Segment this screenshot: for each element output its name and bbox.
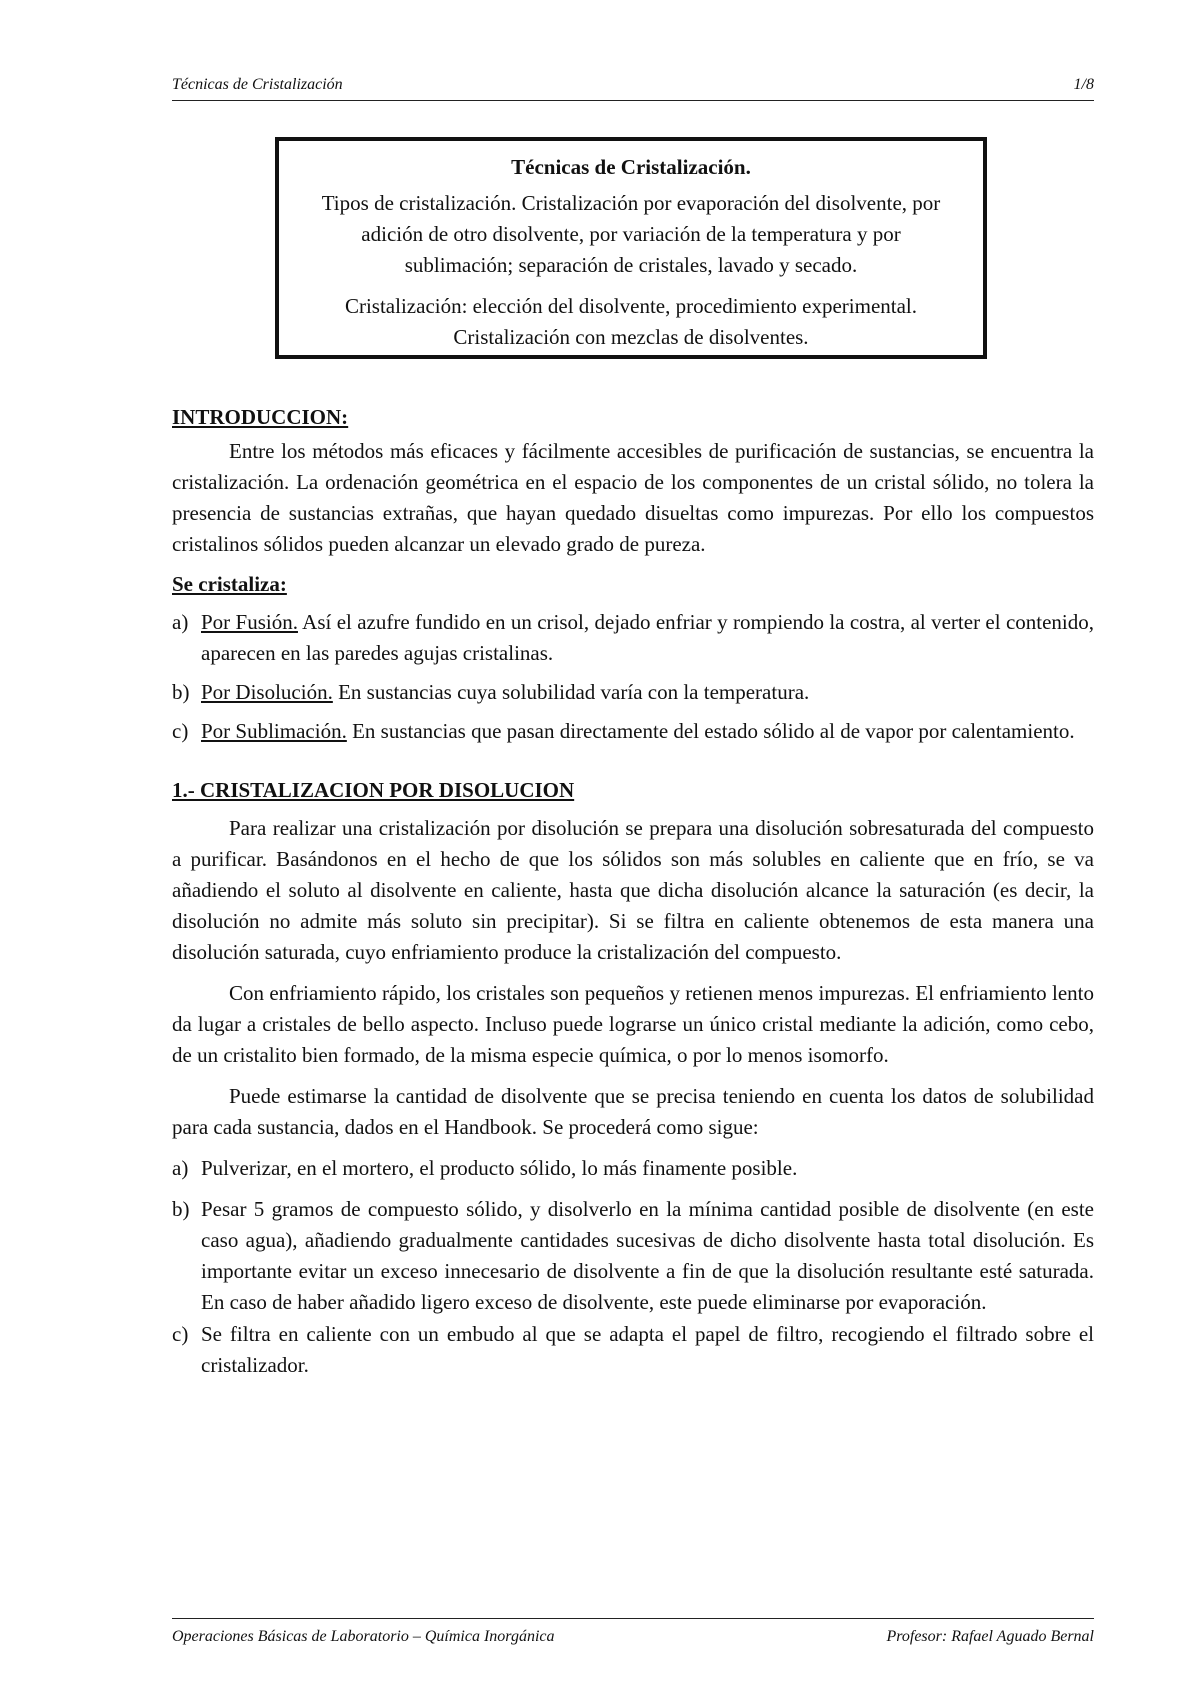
- list-item-text: En sustancias que pasan directamente del estado sólido al de vapor por calentamiento.: [352, 719, 1075, 743]
- list-marker: c): [172, 719, 189, 743]
- list-item-term: Por Disolución.: [201, 680, 333, 704]
- step-item: [172, 1153, 1094, 1184]
- list-item-text: Así el azufre fundido en un crisol, dejado enfriar y rompiendo la costra, al verter el contenido, aparecen en las paredes agujas cristalinas.: [201, 610, 1095, 665]
- step-marker: a): [172, 1156, 189, 1180]
- document-body: [172, 402, 1094, 1381]
- list-item-text: En sustancias cuya solubilidad varía con la temperatura.: [338, 680, 810, 704]
- list-item: [172, 677, 1094, 708]
- list-marker: b): [172, 680, 190, 704]
- step-item: [172, 1194, 1094, 1318]
- step-marker: c): [172, 1322, 189, 1346]
- step-marker: b): [172, 1197, 190, 1221]
- section-1-heading: 1.- CRISTALIZACION POR DISOLUCION: [172, 778, 575, 802]
- list-item: [172, 607, 1094, 669]
- list-item-term: Por Sublimación.: [201, 719, 347, 743]
- summary-box: [275, 137, 987, 359]
- intro-heading: INTRODUCCION:: [172, 405, 349, 429]
- running-header: [172, 74, 1094, 101]
- footer-course: Operaciones Básicas de Laboratorio – Química Inorgánica: [172, 1628, 555, 1645]
- header-title: Técnicas de Cristalización: [172, 76, 343, 93]
- step-text: Se filtra en caliente con un embudo al que se adapta el papel de filtro, recogiendo el filtrado sobre el cristalizador.: [201, 1322, 1094, 1377]
- running-footer: [172, 1618, 1094, 1649]
- list-marker: a): [172, 610, 189, 634]
- section-1-paragraph-2: Con enfriamiento rápido, los cristales son pequeños y retienen menos impurezas. El enfriamiento lento da lugar a cristales de bello aspecto. Incluso puede lograrse un único cristal mediante la adición, como cebo, de un cristalito bien formado, de la misma especie química, o por lo menos isomorfo.: [172, 981, 1094, 1067]
- step-text: Pesar 5 gramos de compuesto sólido, y disolverlo en la mínima cantidad posible de disolvente (en este caso agua), añadiendo gradualmente cantidades sucesivas de dicho disolvente hasta total disolución. Es importante evitar un exceso innecesario de disolvente a fin de que la disolución resultante esté saturada. En caso de haber añadido ligero exceso de disolvente, este puede eliminarse por evaporación.: [201, 1197, 1094, 1314]
- section-1-paragraph-3: Puede estimarse la cantidad de disolvente que se precisa teniendo en cuenta los datos de solubilidad para cada sustancia, dados en el Handbook. Se procederá como sigue:: [172, 1084, 1094, 1139]
- summary-paragraph-2: Cristalización: elección del disolvente, procedimiento experimental. Cristalización con mezclas de disolventes.: [344, 294, 918, 349]
- list-item: [172, 716, 1094, 747]
- footer-author: Profesor: Rafael Aguado Bernal: [886, 1628, 1094, 1645]
- summary-title: Técnicas de Cristalización.: [511, 155, 751, 179]
- step-text: Pulverizar, en el mortero, el producto sólido, lo más finamente posible.: [201, 1156, 798, 1180]
- list-item-term: Por Fusión.: [201, 610, 298, 634]
- se-cristaliza-heading: Se cristaliza:: [172, 572, 287, 596]
- summary-paragraph-1: Tipos de cristalización. Cristalización por evaporación del disolvente, por adición de otro disolvente, por variación de la temperatura y por sublimación; separación de cristales, lavado y secado.: [321, 191, 941, 277]
- intro-paragraph: Entre los métodos más eficaces y fácilmente accesibles de purificación de sustancias, se encuentra la cristalización. La ordenación geométrica en el espacio de los componentes de un cristal sólido, no tolera la presencia de sustancias extrañas, que hayan quedado disueltas como impurezas. Por ello los compuestos cristalinos sólidos pueden alcanzar un elevado grado de pureza.: [172, 439, 1094, 556]
- step-item: [172, 1319, 1094, 1381]
- section-1-paragraph-1: Para realizar una cristalización por disolución se prepara una disolución sobresaturada del compuesto a purificar. Basándonos en el hecho de que los sólidos son más solubles en caliente que en frío, se va añadiendo el soluto al disolvente en caliente, hasta que dicha disolución alcance la saturación (es decir, la disolución no admite más soluto sin precipitar). Si se filtra en caliente obtenemos de esta manera una disolución saturada, cuyo enfriamiento produce la cristalización del compuesto.: [172, 816, 1094, 964]
- page-number: 1/8: [1073, 76, 1094, 93]
